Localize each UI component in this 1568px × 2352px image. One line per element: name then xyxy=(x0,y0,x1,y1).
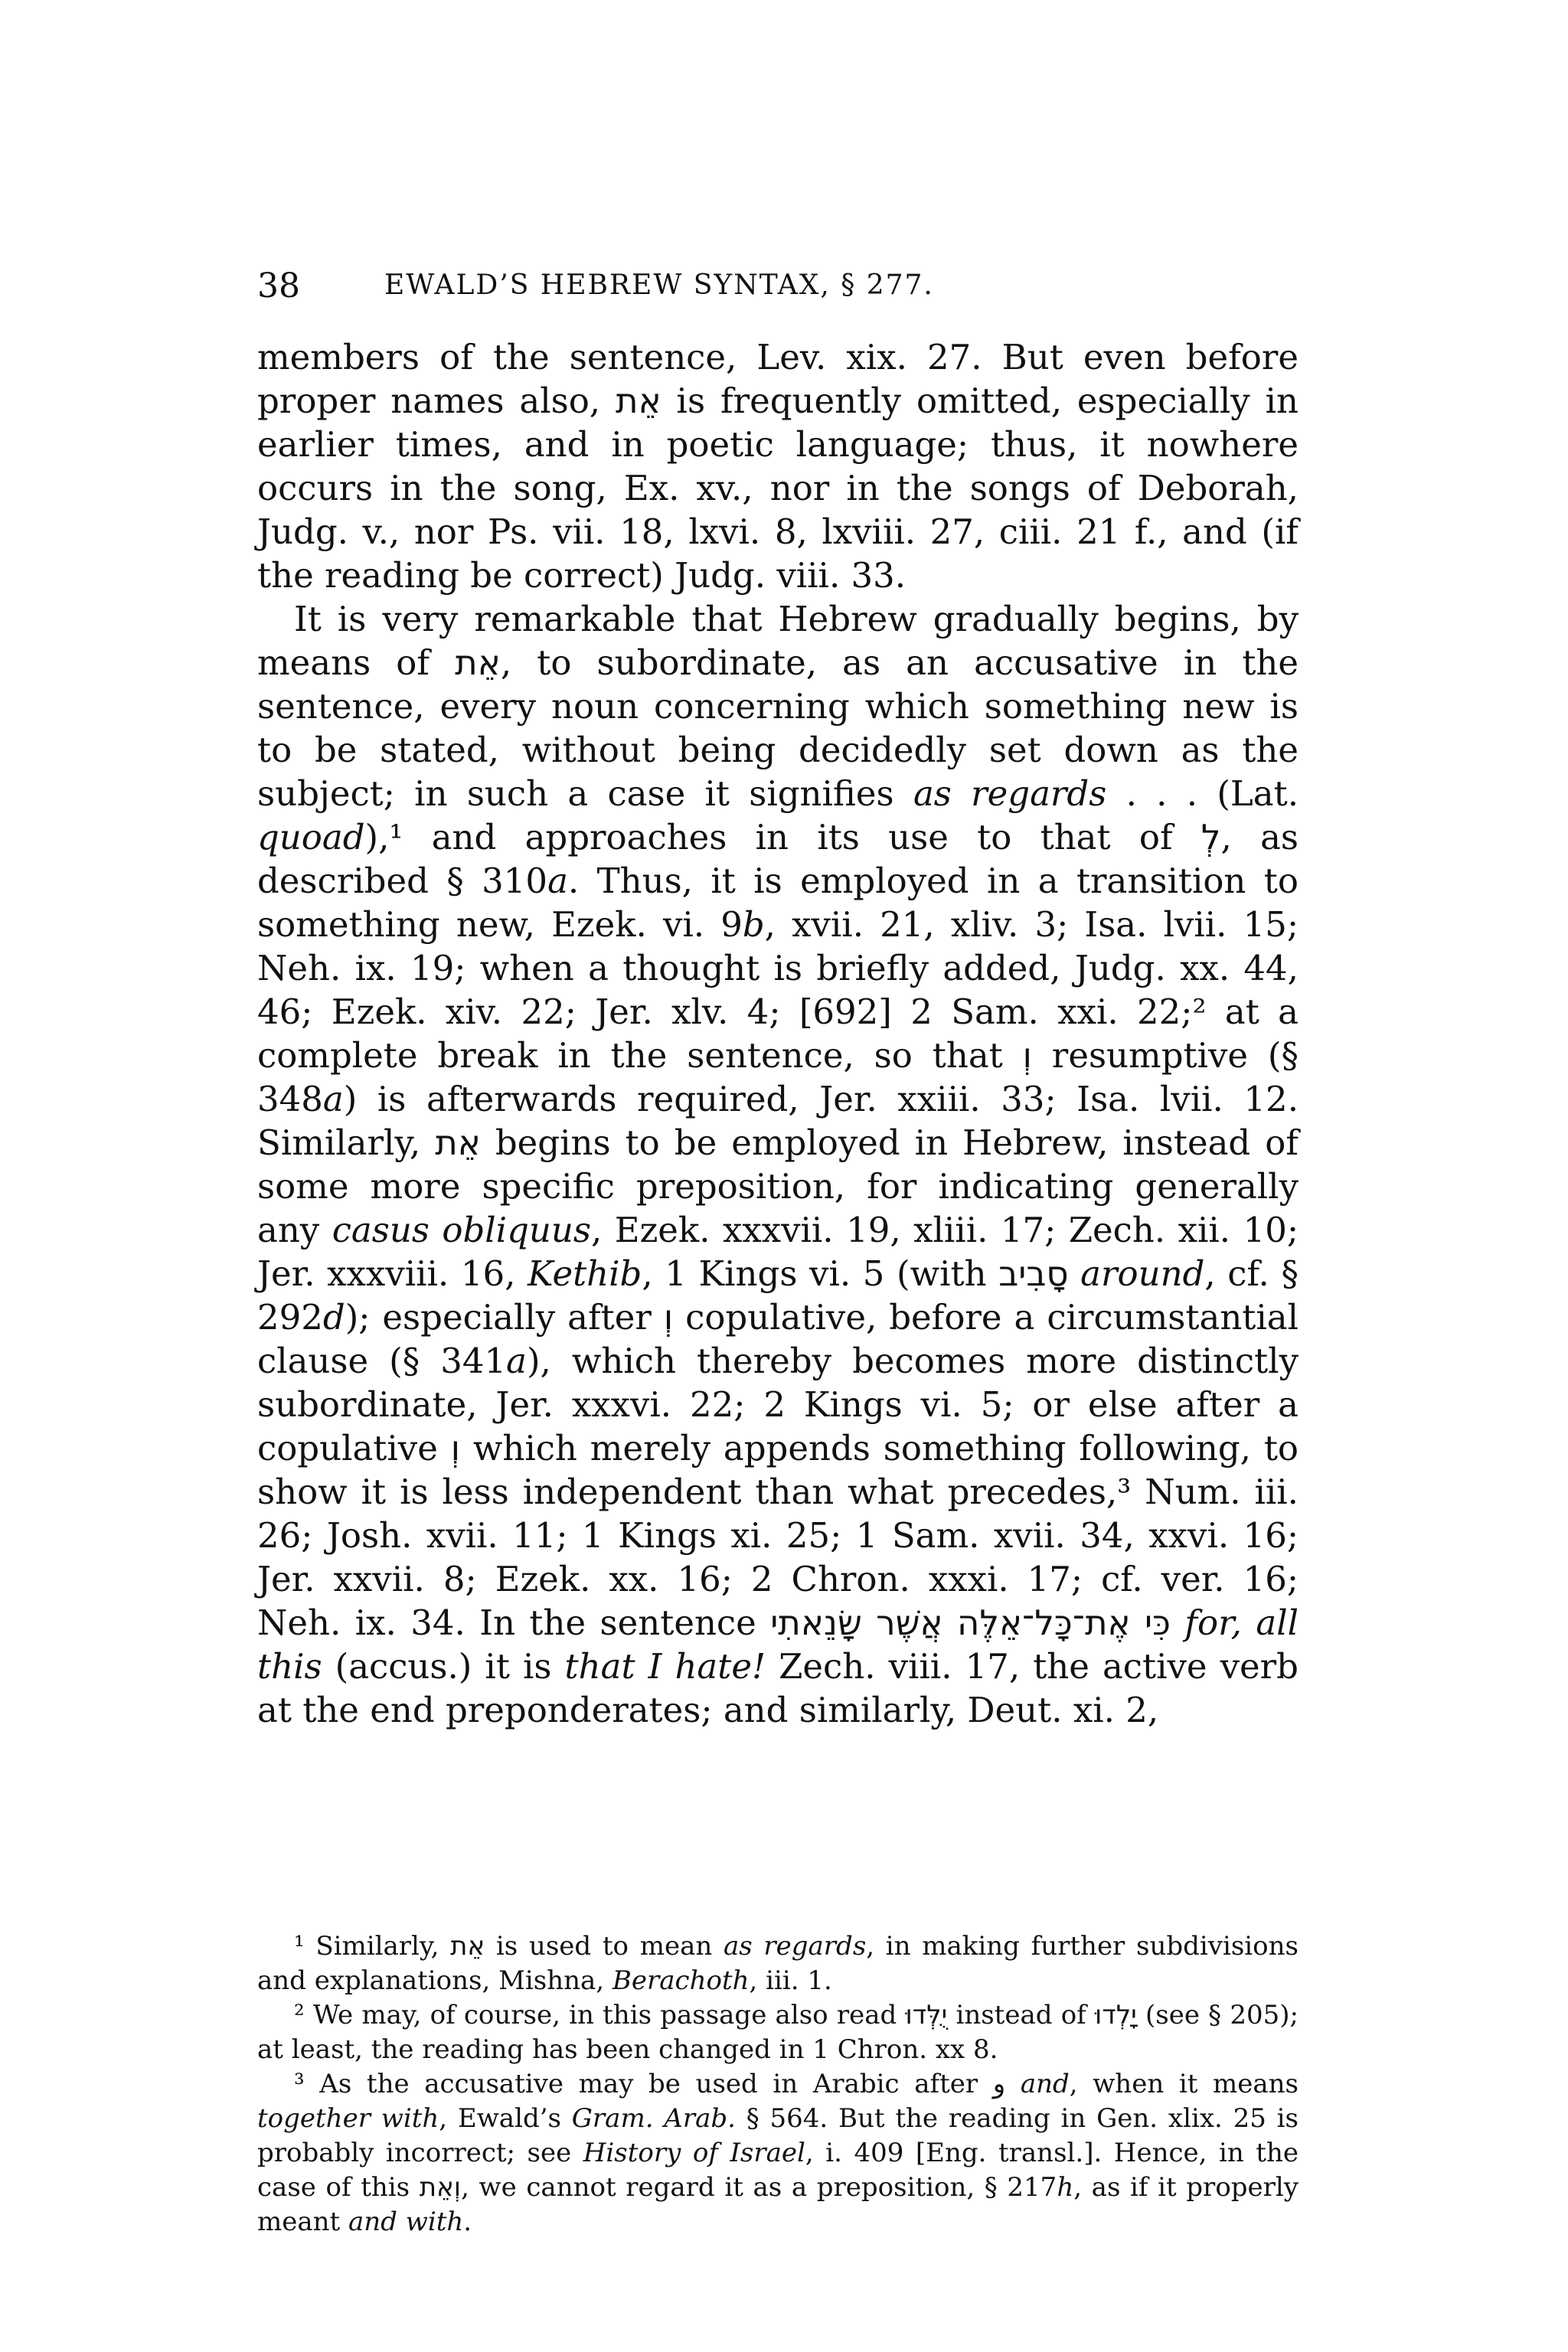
running-head: EWALD’S HEBREW SYNTAX, § 277. xyxy=(384,270,934,301)
hebrew-word: וְ xyxy=(450,1428,460,1468)
hebrew-word: כִּי אֶת־כָּל־אֵלֶּה אֲשֶׁר שָׂנֵאתִי xyxy=(770,1602,1171,1643)
italic-text: that I hate! xyxy=(564,1646,766,1687)
footnote xyxy=(257,1998,1298,2067)
text-run: , iii. 1. xyxy=(749,1965,832,1996)
paragraph xyxy=(257,335,1298,597)
italic-text: a xyxy=(506,1341,527,1381)
hebrew-word: וְ xyxy=(663,1297,674,1338)
hebrew-word: אֵת xyxy=(616,381,662,421)
text-run: , in making further subdivisions and explanations, Mishna, xyxy=(257,1931,1298,1996)
text-run: , we cannot regard it as a preposition, § 217 xyxy=(461,2172,1057,2203)
text-run: is used to mean xyxy=(485,1931,724,1962)
text-run: , 1 Kings vi. 5 (with xyxy=(642,1253,999,1294)
text-run: ), which thereby becomes more distinctly subordinate, Jer. xxxvi. 22; 2 Kings vi. 5; or else after a copulative xyxy=(257,1341,1298,1468)
hebrew-word: אֵת xyxy=(455,642,501,683)
hebrew-word: و xyxy=(992,2069,1006,2099)
text-run: , xvii. 21, xliv. 3; Isa. lvii. 15; Neh. ix. 19; when a thought is briefly added, Judg. xx. 44, 46; Ezek. xiv. 22; Jer. xlv. 4; [692] 2 Sam. xxi. 22;² at a complete break in the sentence, so that xyxy=(257,904,1298,1076)
text-run: Zech. viii. 17, the active verb at the end preponderates; and similarly, Deut. xi. 2, xyxy=(257,1646,1298,1730)
text-run xyxy=(1069,1253,1081,1294)
hebrew-word: וְ xyxy=(1022,1035,1032,1076)
text-run: , Ewald’s xyxy=(439,2103,572,2134)
text-run: (see § 205); at least, the reading has been changed in 1 Chron. xx 8. xyxy=(257,2000,1299,2065)
hebrew-word: סָבִיב xyxy=(998,1253,1069,1294)
text-run: begins to be employed in Hebrew, instead of some more specific preposition, for indicating generally any xyxy=(257,1122,1299,1250)
hebrew-word: אֵת xyxy=(450,1931,485,1962)
text-run: . . . (Lat. xyxy=(1106,773,1298,814)
hebrew-word: יֻלְּדוּ xyxy=(905,2000,948,2030)
text-run: ³ As the accusative may be used in Arabic after xyxy=(294,2069,993,2099)
italic-text: casus obliquus xyxy=(332,1210,591,1250)
italic-text: for, all this xyxy=(257,1602,1298,1687)
text-run: copulative, before a circumstantial clause (§ 341 xyxy=(257,1297,1298,1381)
italic-text: around xyxy=(1080,1253,1205,1294)
italic-text: and xyxy=(1020,2069,1070,2099)
italic-text: Gram. Arab. xyxy=(571,2103,736,2134)
text-run: , as described § 310 xyxy=(257,817,1298,901)
italic-text: quoad xyxy=(257,817,365,858)
hebrew-word: אֵת xyxy=(435,1122,481,1163)
text-run: . Thus, it is employed in a transition to something new, Ezek. vi. 9 xyxy=(257,861,1298,945)
text-run: , i. 409 [Eng. transl.]. Hence, in the case of this xyxy=(257,2138,1298,2203)
paragraph xyxy=(257,597,1298,1732)
footnotes xyxy=(257,1929,1298,2239)
text-run: ),¹ and approaches in its use to that of xyxy=(364,817,1201,858)
text-run xyxy=(1005,2069,1021,2099)
italic-text: and with xyxy=(348,2207,464,2237)
italic-text: b xyxy=(742,904,765,945)
text-run: . xyxy=(463,2207,472,2237)
text-run: , as if it properly meant xyxy=(257,2172,1299,2237)
text-run: (accus.) it is xyxy=(322,1646,565,1687)
text-run: ² We may, of course, in this passage also read xyxy=(294,2000,906,2030)
text-run: It is very remarkable that Hebrew gradually begins, by means of xyxy=(257,599,1298,683)
italic-text: together with xyxy=(257,2103,439,2134)
italic-text: h xyxy=(1057,2172,1074,2203)
footnote xyxy=(257,1929,1298,1998)
italic-text: a xyxy=(322,1079,344,1119)
text-run: members of the sentence, Lev. xix. 27. But even before proper names also, xyxy=(257,337,1298,421)
italic-text: History of Israel xyxy=(583,2138,805,2168)
hebrew-word: וְאֵת xyxy=(419,2172,462,2203)
italic-text: as regards xyxy=(913,773,1107,814)
page-number: 38 xyxy=(257,266,300,305)
text-run: , when it means xyxy=(1069,2069,1299,2099)
text-run xyxy=(1171,1602,1184,1643)
text-run: ) is afterwards required, Jer. xxiii. 33; Isa. lvii. 12. Similarly, xyxy=(257,1079,1298,1163)
page-header xyxy=(257,266,1298,303)
text-run: , to subordinate, as an accusative in the sentence, every noun concerning which something new is to be stated, without being decidedly set down as the subject; in such a case it signifies xyxy=(257,642,1299,814)
text-run: § 564. But the reading in Gen. xlix. 25 is probably incorrect; see xyxy=(257,2103,1298,2168)
text-run: which merely appends something following, to show it is less independent than what precedes,³ Num. iii. 26; Josh. xvii. 11; 1 Kings xi. 25; 1 Sam. xvii. 34, xxvi. 16; Jer. xxvii. 8; Ezek. xx. 16; 2 Chron. xxxi. 17; cf. ver. 16; Neh. ix. 34. In the sentence xyxy=(257,1428,1298,1643)
italic-text: d xyxy=(322,1297,345,1338)
text-run: ¹ Similarly, xyxy=(294,1931,451,1962)
text-run: ); especially after xyxy=(345,1297,664,1338)
italic-text: Berachoth xyxy=(612,1965,750,1996)
body-text xyxy=(257,335,1298,1732)
footnote xyxy=(257,2067,1298,2239)
italic-text: a xyxy=(547,861,568,901)
hebrew-word: יָלְדוּ xyxy=(1095,2000,1137,2030)
italic-text: as regards xyxy=(723,1931,867,1962)
text-run: instead of xyxy=(947,2000,1095,2030)
text-run: is frequently omitted, especially in earlier times, and in poetic language; thus, it nowhere occurs in the song, Ex. xv., nor in the songs of Deborah, Judg. v., nor Ps. vii. 18, lxvi. 8, lxviii. 27, ciii. 21 f., and (if the reading be correct) Judg. viii. 33. xyxy=(257,381,1298,596)
text-run: resumptive (§ 348 xyxy=(257,1035,1298,1119)
text-run: , Ezek. xxxvii. 19, xliii. 17; Zech. xii. 10; Jer. xxxviii. 16, xyxy=(257,1210,1298,1294)
text-run: , cf. § 292 xyxy=(257,1253,1298,1338)
italic-text: Kethib xyxy=(528,1253,642,1294)
hebrew-word: לְ xyxy=(1200,817,1221,858)
